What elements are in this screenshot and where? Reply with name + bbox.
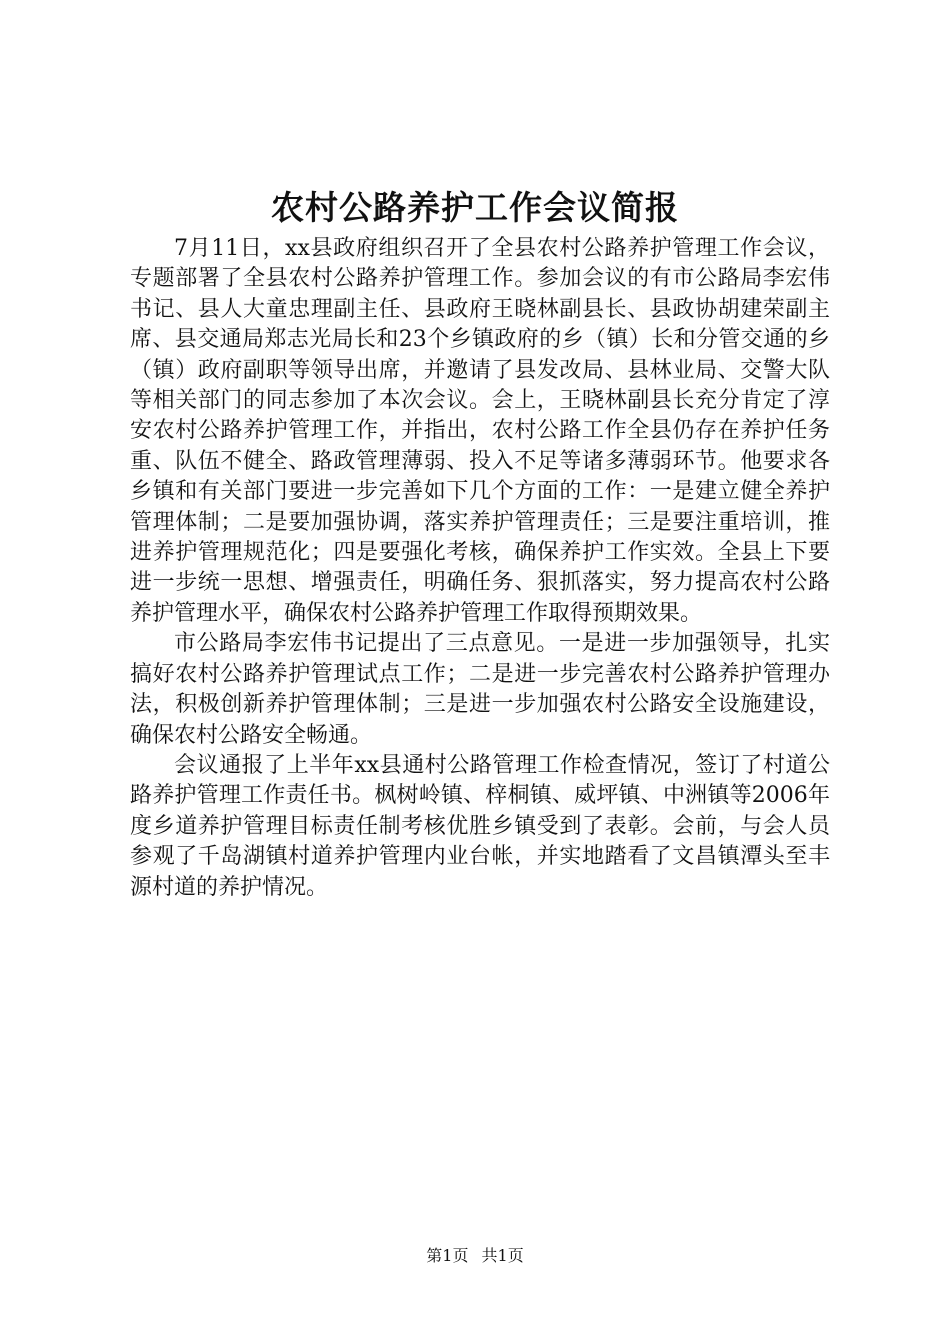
document-title: 农村公路养护工作会议简报 (271, 188, 679, 227)
page-total: 共1页 (481, 1246, 524, 1265)
page-footer (0, 1245, 950, 1267)
page-number: 第1页 (426, 1246, 469, 1265)
paragraph-2: 市公路局李宏伟书记提出了三点意见。一是进一步加强领导，扎实搞好农村公路养护管理试点工作；二是进一步完善农村公路养护管理办法，积极创新养护管理体制；三是进一步加强农村公路安全设施建设，确保农村公路安全畅通。 (130, 631, 830, 748)
paragraph-3: 会议通报了上半年xx县通村公路管理工作检查情况，签订了村道公路养护管理工作责任书。枫树岭镇、梓桐镇、威坪镇、中洲镇等2006年度乡道养护管理目标责任制考核优胜乡镇受到了表彰。会前，与会人员参观了千岛湖镇村道养护管理内业台帐，并实地踏看了文昌镇潭头至丰源村道的养护情况。 (130, 752, 830, 900)
paragraph-1: 7月11日，xx县政府组织召开了全县农村公路养护管理工作会议，专题部署了全县农村公路养护管理工作。参加会议的有市公路局李宏伟书记、县人大童忠理副主任、县政府王晓林副县长、县政协胡建荣副主席、县交通局郑志光局长和23个乡镇政府的乡（镇）长和分管交通的乡（镇）政府副职等领导出席，并邀请了县发改局、县林业局、交警大队等相关部门的同志参加了本次会议。会上，王晓林副县长充分肯定了淳安农村公路养护管理工作，并指出，农村公路工作全县仍存在养护任务重、队伍不健全、路政管理薄弱、投入不足等诸多薄弱环节。他要求各乡镇和有关部门要进一步完善如下几个方面的工作：一是建立健全养护管理体制；二是要加强协调，落实养护管理责任；三是要注重培训，推进养护管理规范化；四是要强化考核，确保养护工作实效。全县上下要进一步统一思想、增强责任，明确任务、狠抓落实，努力提高农村公路养护管理水平，确保农村公路养护管理工作取得预期效果。 (130, 236, 830, 626)
document-body (130, 234, 830, 903)
